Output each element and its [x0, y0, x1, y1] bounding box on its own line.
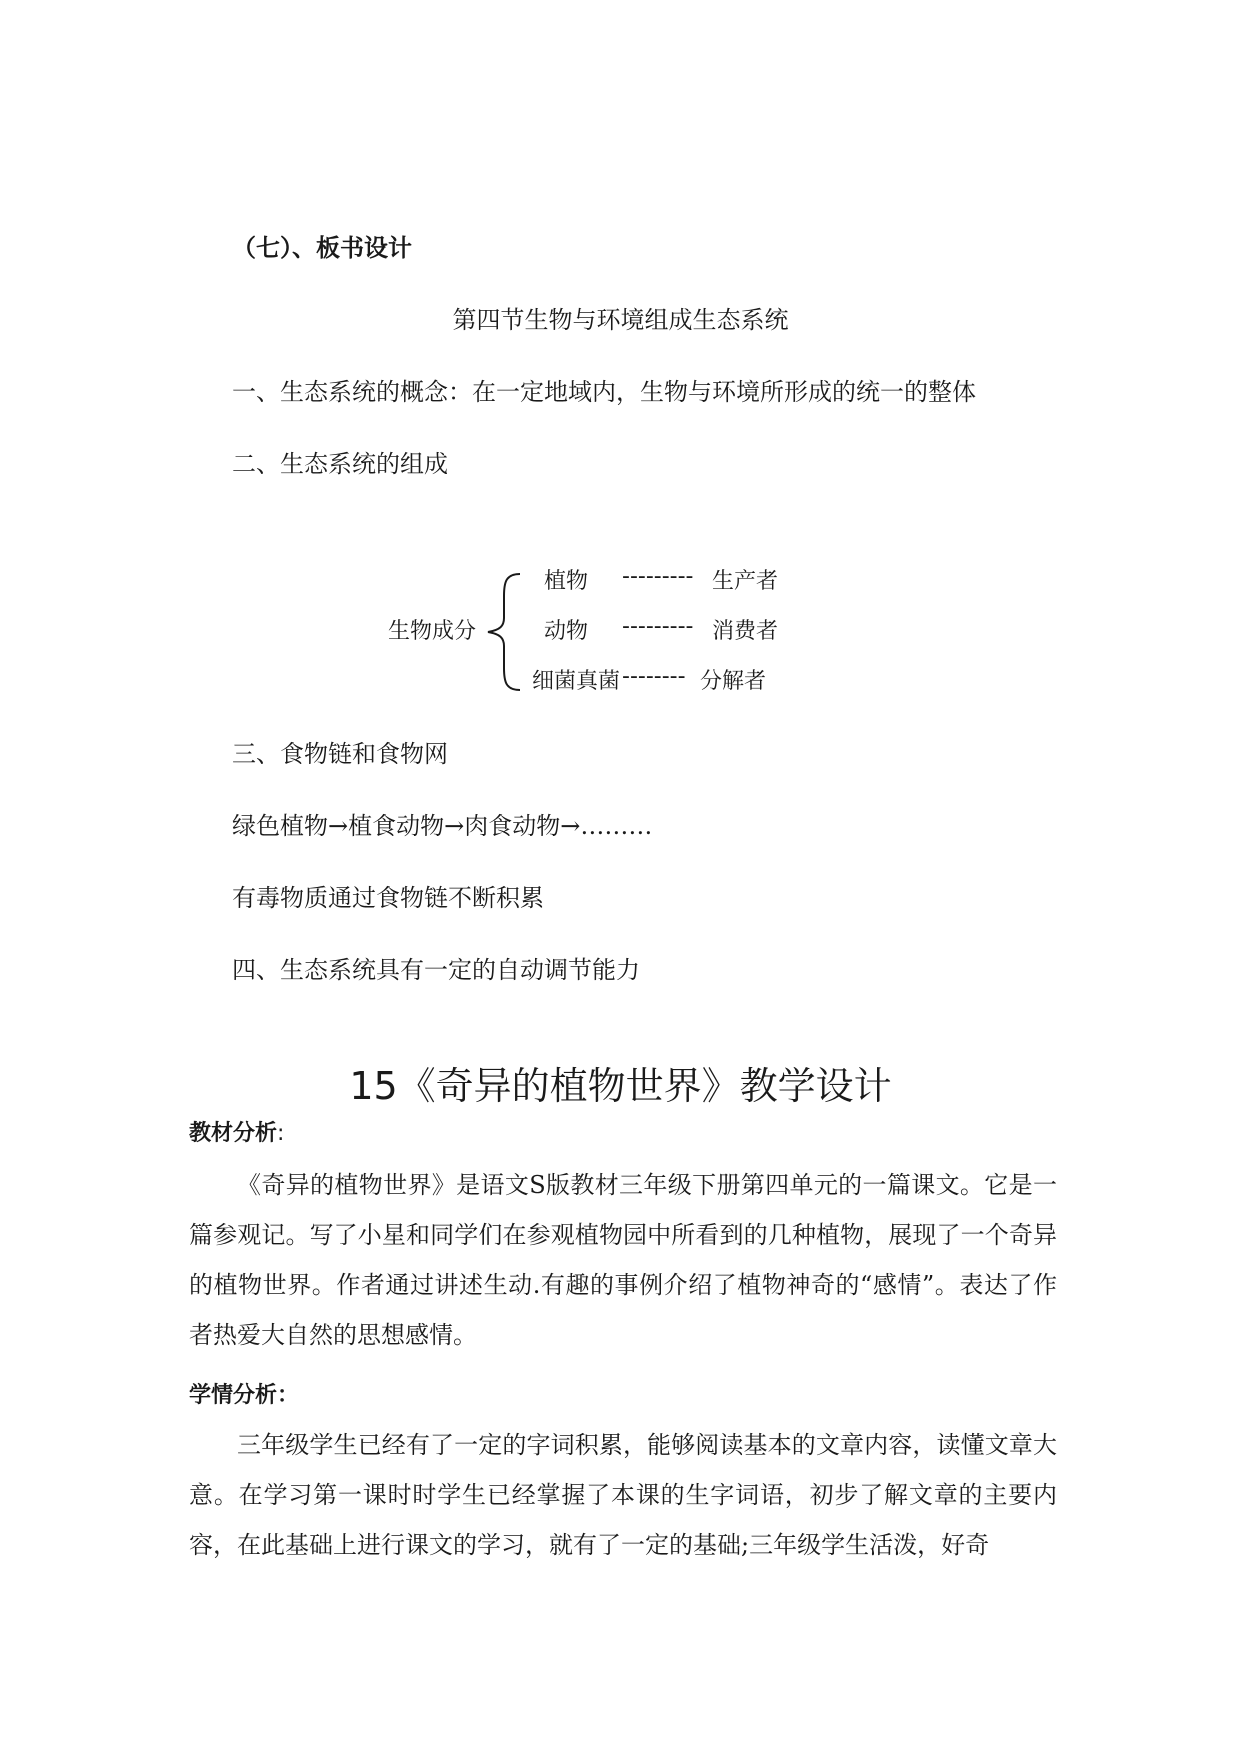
- diagram-dashes: ---------: [622, 564, 694, 589]
- diagram-name-microbes: 细菌真菌: [532, 669, 621, 694]
- toxin-line: 有毒物质通过食物链不断积累: [232, 884, 544, 912]
- item-composition: 二、生态系统的组成: [232, 450, 448, 478]
- board-subtitle: 第四节生物与环境组成生态系统: [452, 306, 789, 334]
- item-self-regulation: 四、生态系统具有一定的自动调节能力: [232, 956, 640, 984]
- textbook-heading-colon: :: [277, 1121, 285, 1146]
- student-heading: 学情分析：: [189, 1383, 300, 1408]
- diagram-dashes: --------: [622, 664, 686, 689]
- diagram-role-consumer: 消费者: [712, 619, 779, 644]
- diagram-dashes: ---------: [622, 614, 694, 639]
- diagram-role-decomposer: 分解者: [700, 669, 767, 694]
- diagram-root: 生物成分: [388, 619, 477, 644]
- textbook-heading-label: 教材分析: [189, 1121, 278, 1146]
- brace-icon: [484, 570, 526, 694]
- textbook-paragraph: 《奇异的植物世界》是语文S版教材三年级下册第四单元的一篇课文。它是一篇参观记。写了小星和同学们在参观植物园中所看到的几种植物，展现了一个奇异的植物世界。作者通过讲述生动.有趣的事例介绍了植物神奇的“感情”。表达了作者热爱大自然的思想感情。: [189, 1171, 1057, 1349]
- item-food-web: 三、食物链和食物网: [232, 740, 448, 768]
- diagram-role-producer: 生产者: [712, 569, 779, 594]
- student-paragraph: 三年级学生已经有了一定的字词积累，能够阅读基本的文章内容，读懂文章大意。在学习第一课时时学生已经掌握了本课的生字词语，初步了解文章的主要内容，在此基础上进行课文的学习，就有了一定的基础;三年级学生活泼，好奇: [189, 1431, 1057, 1559]
- food-chain: 绿色植物→植食动物→肉食动物→………: [232, 812, 653, 840]
- section-heading: （七）、板书设计: [232, 234, 412, 262]
- diagram-name-animals: 动物: [544, 619, 589, 644]
- item-concept: 一、生态系统的概念：在一定地域内，生物与环境所形成的统一的整体: [232, 378, 976, 406]
- textbook-heading: [189, 1116, 284, 1147]
- diagram-name-plants: 植物: [544, 569, 589, 594]
- lesson-title: 15《奇异的植物世界》教学设计: [349, 1064, 892, 1108]
